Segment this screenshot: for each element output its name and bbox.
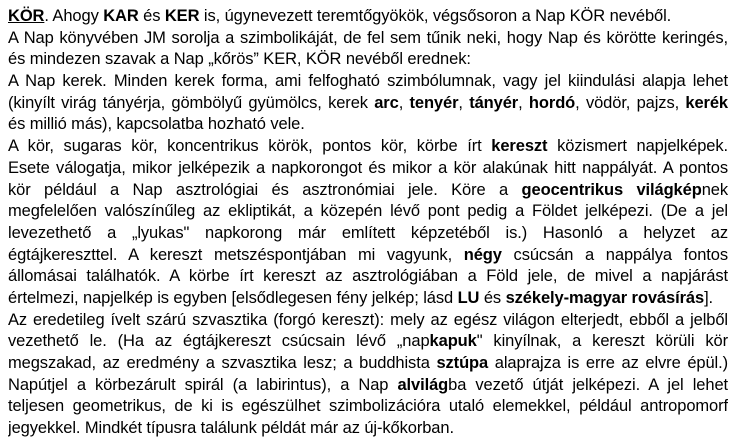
- text-segment: és mindezen szavak a Nap „kőrös” KER, KÖR nevéből erednek:: [8, 50, 471, 69]
- text-segment: megfelelően valószínűleg az ekliptikát, a közepén lévő pont pedig a Földet jelképezi. (De a jel: [8, 202, 728, 221]
- text-line: [8, 288, 728, 310]
- text-segment: A kör, sugaras kör, koncentrikus körök, pontos kör, körbe írt: [8, 137, 492, 156]
- emphasis-text: kerék: [685, 93, 728, 112]
- emphasis-text: hordó: [528, 93, 576, 112]
- text-line: [8, 201, 728, 223]
- text-line: [8, 266, 728, 288]
- emphasis-text: alvilág: [397, 375, 449, 394]
- emphasis-text: kapuk: [429, 332, 477, 351]
- text-line: [8, 310, 728, 332]
- emphasis-text: arc: [374, 93, 399, 112]
- text-line: [8, 353, 728, 375]
- text-segment: és: [479, 288, 506, 307]
- text-segment: ,: [398, 93, 410, 112]
- text-segment: ,: [518, 93, 529, 112]
- text-segment: (kinyílt virág tányérja, gömbölyű gyümölcs, kerek: [8, 93, 375, 112]
- emphasis-text: tenyér: [409, 93, 459, 112]
- text-segment: nek: [701, 180, 728, 199]
- text-segment: közismert napjelképek.: [547, 137, 728, 156]
- text-line: [8, 245, 728, 267]
- text-segment: A Nap kerek. Minden kerek forma, ami felfogható szimbólumnak, vagy jel kiindulási alapja lehet: [8, 72, 728, 91]
- text-segment: levezethető a „lyukas" napkorong már említett képzetéből is.) Hasonló a helyzet az: [8, 223, 728, 242]
- text-segment: Esete válogatja, mikor jelképezik a napkorongot és mikor a kör alakúnak hitt nappályát. A pontos: [8, 158, 728, 177]
- text-segment: állomásai találhatók. A körbe írt kereszt az asztrológiában a Föld jele, de mivel a napjárást: [8, 267, 728, 286]
- text-segment: égtájkereszttel. A kereszt metszéspontjában mi vagyunk,: [8, 245, 464, 264]
- text-line: [8, 180, 728, 202]
- text-segment: ].: [704, 288, 714, 307]
- emphasis-text: kereszt: [491, 137, 548, 156]
- text-segment: kör például a Nap asztrológiai és asztronómiai jele. Köre a: [8, 180, 522, 199]
- text-segment: ba vezető útját jelképezi. A jel lehet: [448, 375, 728, 394]
- text-segment: csúcsán a nappálya fontos: [501, 245, 728, 264]
- text-line: [8, 49, 728, 71]
- text-segment: alaprajza is erre az elvre épül.): [488, 354, 728, 372]
- emphasis-text: négy: [463, 245, 502, 264]
- emphasis-text: tányér: [469, 93, 519, 112]
- text-segment: , vödör, pajzs,: [575, 93, 686, 112]
- text-segment: és millió más), kapcsolatba hozható vele.: [8, 115, 305, 134]
- text-line: [8, 6, 728, 28]
- text-segment: is, úgynevezett teremtőgyökök, végsősoron a Nap KÖR nevéből.: [199, 7, 672, 25]
- text-segment: Az eredetileg ívelt szárú szvasztika (forgó kereszt): mely az egész világon elterjedt, ebből a jelből: [8, 310, 728, 329]
- text-segment: teljesen geometrikus, de ki is egészülhet szimbolizációra utaló elemekkel, például antropomorf: [8, 397, 728, 416]
- text-line: [8, 418, 728, 440]
- emphasis-text: geocentrikus világkép: [521, 180, 702, 199]
- text-segment: " kinyílnak, a kereszt körüli kör: [476, 332, 728, 351]
- text-segment: ,: [458, 93, 470, 112]
- text-line: [8, 375, 728, 397]
- text-segment: vezethető le. (Ha az égtájkereszt csúcsain lévő „nap: [8, 332, 430, 351]
- text-line: [8, 158, 728, 180]
- text-segment: . Ahogy: [44, 7, 104, 25]
- text-segment: jegyekkel. Mindkét típusra találunk példát már az új-kőkorban.: [8, 419, 454, 438]
- text-segment: megszakad, az eredmény a szvasztika lesz; a buddhista: [8, 354, 437, 372]
- emphasis-text: sztúpa: [436, 354, 489, 372]
- text-line: [8, 136, 728, 158]
- emphasis-text: székely-magyar rovásírás: [505, 288, 705, 307]
- text-line: [8, 396, 728, 418]
- text-line: [8, 331, 728, 353]
- emphasis-text: KER: [164, 7, 200, 25]
- emphasis-text: KAR: [103, 7, 139, 25]
- text-segment: értelmezi, napjelkép is egyben [elsődlegesen fény jelkép; lásd: [8, 288, 458, 307]
- text-line: [8, 71, 728, 93]
- text-segment: Napútjel a körbezárult spirál (a labirintus), a Nap: [8, 375, 398, 394]
- emphasis-text: LU: [457, 288, 480, 307]
- text-line: [8, 93, 728, 115]
- emphasis-text: KÖR: [8, 7, 45, 25]
- text-segment: A Nap könyvében JM sorolja a szimbolikáját, de fel sem tűnik neki, hogy Nap és körötte keringés,: [8, 28, 728, 47]
- text-line: [8, 28, 728, 50]
- text-line: [8, 114, 728, 136]
- text-line: [8, 223, 728, 245]
- text-segment: és: [138, 7, 165, 25]
